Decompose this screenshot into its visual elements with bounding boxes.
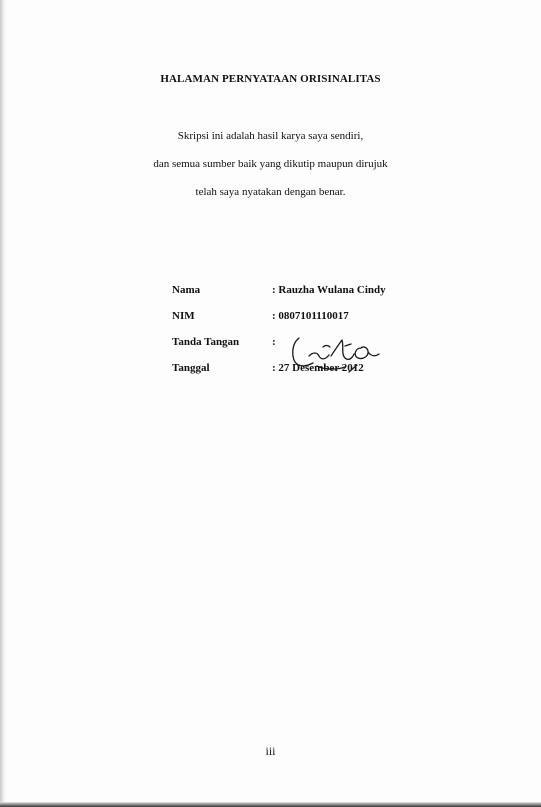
field-value-tanda-tangan: : (272, 336, 276, 348)
field-value-nama: : Rauzha Wulana Cindy (272, 284, 386, 296)
field-value-nim: : 0807101110017 (272, 310, 349, 322)
statement-line-3: telah saya nyatakan dengan benar. (195, 186, 346, 198)
field-value-tanggal: : 27 Desember 2012 (272, 362, 364, 374)
scan-edge-bottom (0, 802, 541, 807)
field-label-nim: NIM (172, 310, 195, 322)
field-label-tanggal: Tanggal (172, 362, 210, 374)
page-number: iii (265, 744, 276, 758)
page-title: HALAMAN PERNYATAAN ORISINALITAS (160, 73, 381, 85)
statement-paragraph (0, 122, 541, 206)
field-label-nama: Nama (172, 284, 201, 296)
field-label-tanda-tangan: Tanda Tangan (172, 336, 240, 348)
handwritten-signature (285, 330, 385, 378)
statement-line-2: dan semua sumber baik yang dikutip maupun dirujuk (153, 158, 388, 170)
statement-line-1: Skripsi ini adalah hasil karya saya sendiri, (177, 130, 364, 142)
